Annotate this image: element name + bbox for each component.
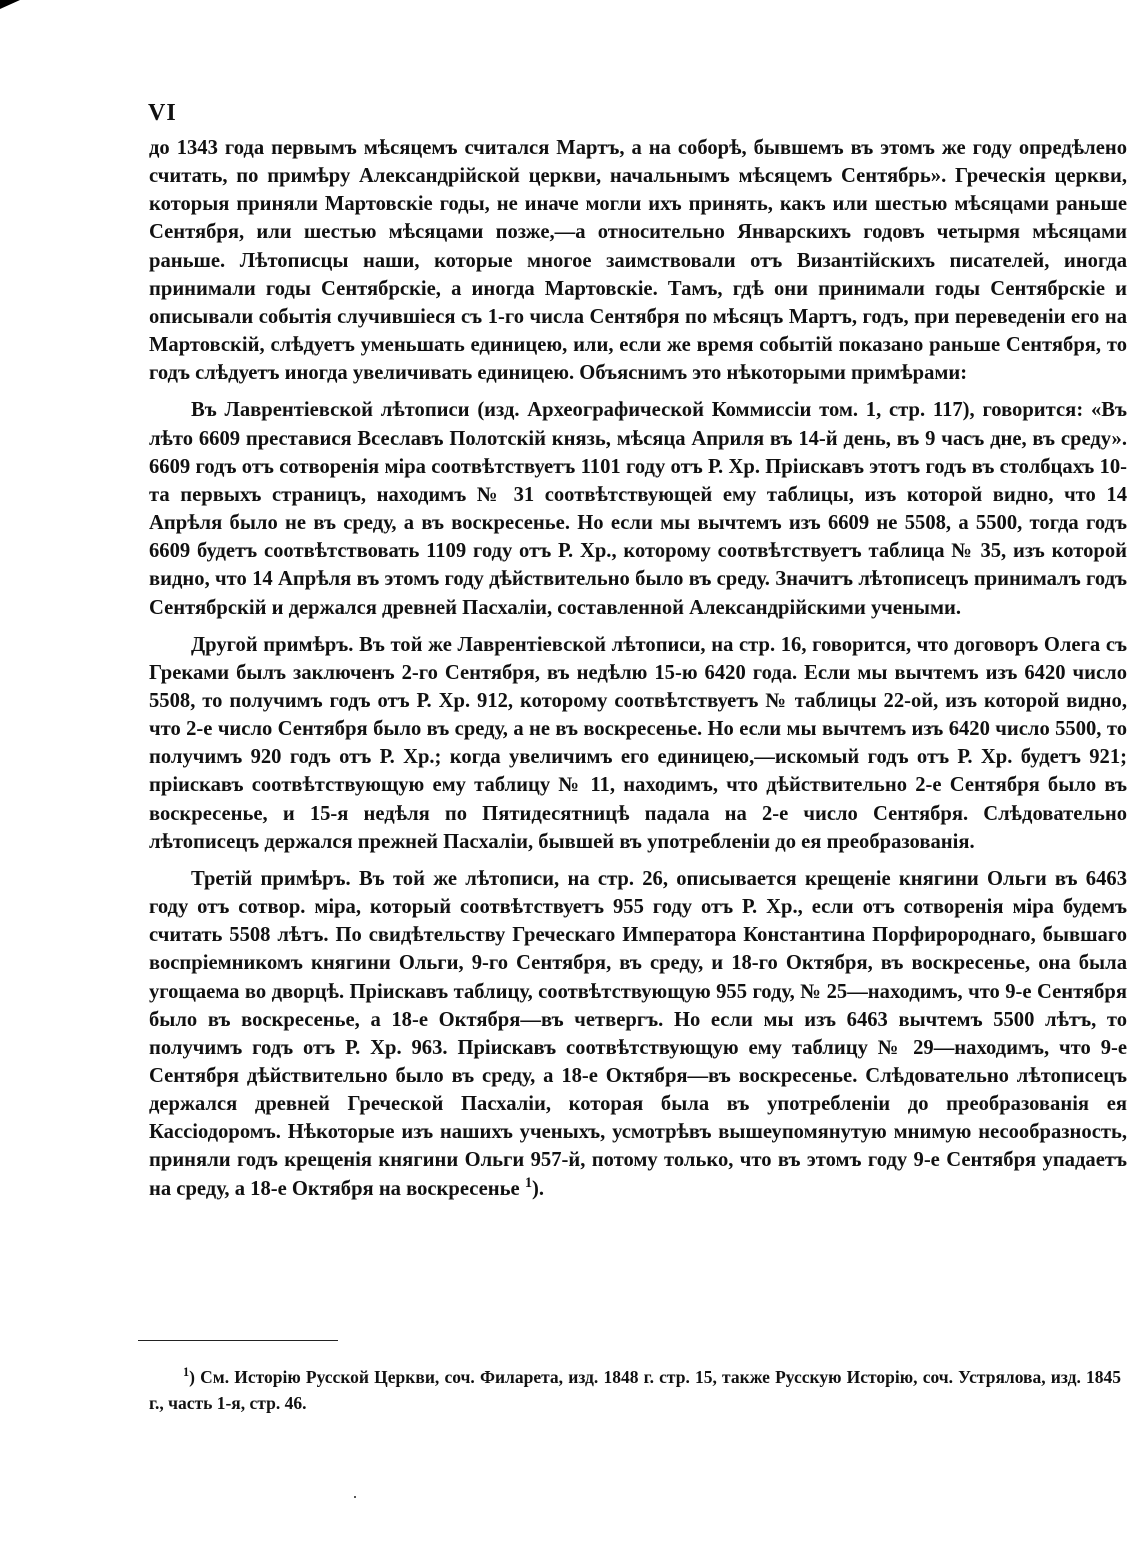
paragraph-4-end: ). — [532, 1177, 545, 1200]
paragraph-2: Въ Лаврентіевской лѣтописи (изд. Археографической Коммиссіи том. 1, стр. 117), говорится: «Въ лѣто 6609 преставися Всеславъ Полотскій князь, мѣсяца Априля въ 14-й день, въ 9 часъ дне, въ среду». 6609 годъ отъ сотворенія міра соотвѣтствуетъ 1101 году отъ Р. Хр. Пріискавъ этотъ годъ въ столбцахъ 10-та первыхъ страницъ, находимъ № 31 соотвѣтствующей ему таблицы, изъ которой видно, что 14 Апрѣля было не въ среду, а въ воскресенье. Но если мы вычтемъ изъ 6609 не 5508, а 5500, тогда годъ 6609 будетъ соотвѣтствовать 1109 году отъ Р. Хр., которому соотвѣтствуетъ таблица № 35, изъ которой видно, что 14 Апрѣля въ этомъ году дѣйствительно было въ среду. Значитъ лѣтописецъ принималъ годъ Сентябрскій и держался древней Пасхаліи, составленной Александрійскими учеными. — [149, 399, 1127, 619]
paragraph-3: Другой примѣръ. Въ той же Лаврентіевской лѣтописи, на стр. 16, говорится, что договоръ Олега съ Греками былъ заключенъ 2-го Сентября, въ недѣлю 15-ю 6420 года. Если мы вычтемъ изъ 6420 число 5508, то получимъ годъ отъ Р. Хр. 912, которому соотвѣтствуетъ № таблицы 22-ой, изъ которой видно, что 2-е число Сентября было въ среду, а не въ воскресенье. Но если мы вычтемъ изъ 6420 число 5500, то получимъ 920 годъ отъ Р. Хр.; когда увеличимъ его единицею,—искомый годъ отъ Р. Хр. будетъ 921; пріискавъ соотвѣтствующую ему таблицу № 11, находимъ, что дѣйствительно 2-е Сентября было въ воскресенье, и 15-я недѣля по Пятидесятницѣ падала на 2-е число Сентября. Слѣдовательно лѣтописецъ держался прежней Пасхаліи, бывшей въ употребленіи до ея преобразованія. — [149, 633, 1127, 853]
scan-speck — [354, 1496, 356, 1498]
footnote-text: ) См. Исторію Русской Церкви, соч. Филарета, изд. 1848 г. стр. 15, также Русскую Исторію, соч. Устрялова, изд. 1845 г., часть 1-я, стр. 46. — [149, 1367, 1121, 1413]
corner-scan-mark — [0, 0, 20, 9]
footnote-reference: 1 — [524, 1174, 533, 1191]
paragraph-1: до 1343 года первымъ мѣсяцемъ считался Мартъ, а на соборѣ, бывшемъ въ этомъ же году опредѣлено считать, по примѣру Александрійской церкви, начальнымъ мѣсяцемъ Сентябрь». Греческія церкви, которыя приняли Мартовскіе годы, не иначе могли ихъ принять, какъ или шестью мѣсяцами раньше Сентября, или шестью мѣсяцами позже,—а относительно Январскихъ годовъ четырмя мѣсяцами раньше. Лѣтописцы наши, которые многое заимствовали отъ Византійскихъ писателей, иногда принимали годы Сентябрскіе, а иногда Мартовскіе. Тамъ, гдѣ они принимали годы Сентябрскіе и описывали событія случившіеся съ 1-го числа Сентября по мѣсяцъ Мартъ, годъ, при переведеніи его на Мартовскій, слѣдуетъ уменьшать единицею, или, если же время событій показано раньше Сентября, то годъ слѣдуетъ иногда увеличивать единицею. Объяснимъ это нѣкоторыми примѣрами: — [149, 137, 1127, 385]
main-text — [149, 134, 1127, 1212]
page-number: VI — [148, 100, 177, 126]
footnote-marker: 1 — [183, 1365, 190, 1380]
footnote-divider — [138, 1340, 338, 1341]
footnote — [149, 1364, 1121, 1416]
paragraph-4 — [149, 865, 1127, 1203]
paragraph-4-text: Третій примѣръ. Въ той же лѣтописи, на стр. 26, описывается крещеніе княгини Ольги въ 6463 году отъ сотвор. міра, который соотвѣтствуетъ 955 году отъ Р. Хр., если отъ сотворенія міра будемъ считать 5508 лѣтъ. По свидѣтельству Греческаго Императора Константина Порфиророднаго, бывшаго воспріемникомъ княгини Ольги, 9-го Сентября, въ среду, и 18-го Октября, въ воскресенье, она была угощаема во дворцѣ. Пріискавъ таблицу, соотвѣтствующую 955 году, № 25—находимъ, что 9-е Сентября было въ воскресенье, а 18-е Октября—въ четвергъ. Но если мы изъ 6463 вычтемъ 5500 лѣтъ, то получимъ годъ отъ Р. Хр. 963. Пріискавъ соотвѣтствующую ему таблицу № 29—находимъ, что 9-е Сентября дѣйствительно было въ среду, а 18-е Октября—въ воскресенье. Слѣдовательно лѣтописецъ держался древней Греческой Пасхаліи, которая была въ употребленіи до преобразованія ея Кассіодоромъ. Нѣкоторые изъ нашихъ ученыхъ, усмотрѣвъ вышеупомянутую мнимую несообразность, приняли годъ крещенія княгини Ольги 957-й, потому только, что въ этомъ году 9-е Сентября упадаетъ на среду, а 18-е Октября на воскресенье — [149, 867, 1127, 1200]
